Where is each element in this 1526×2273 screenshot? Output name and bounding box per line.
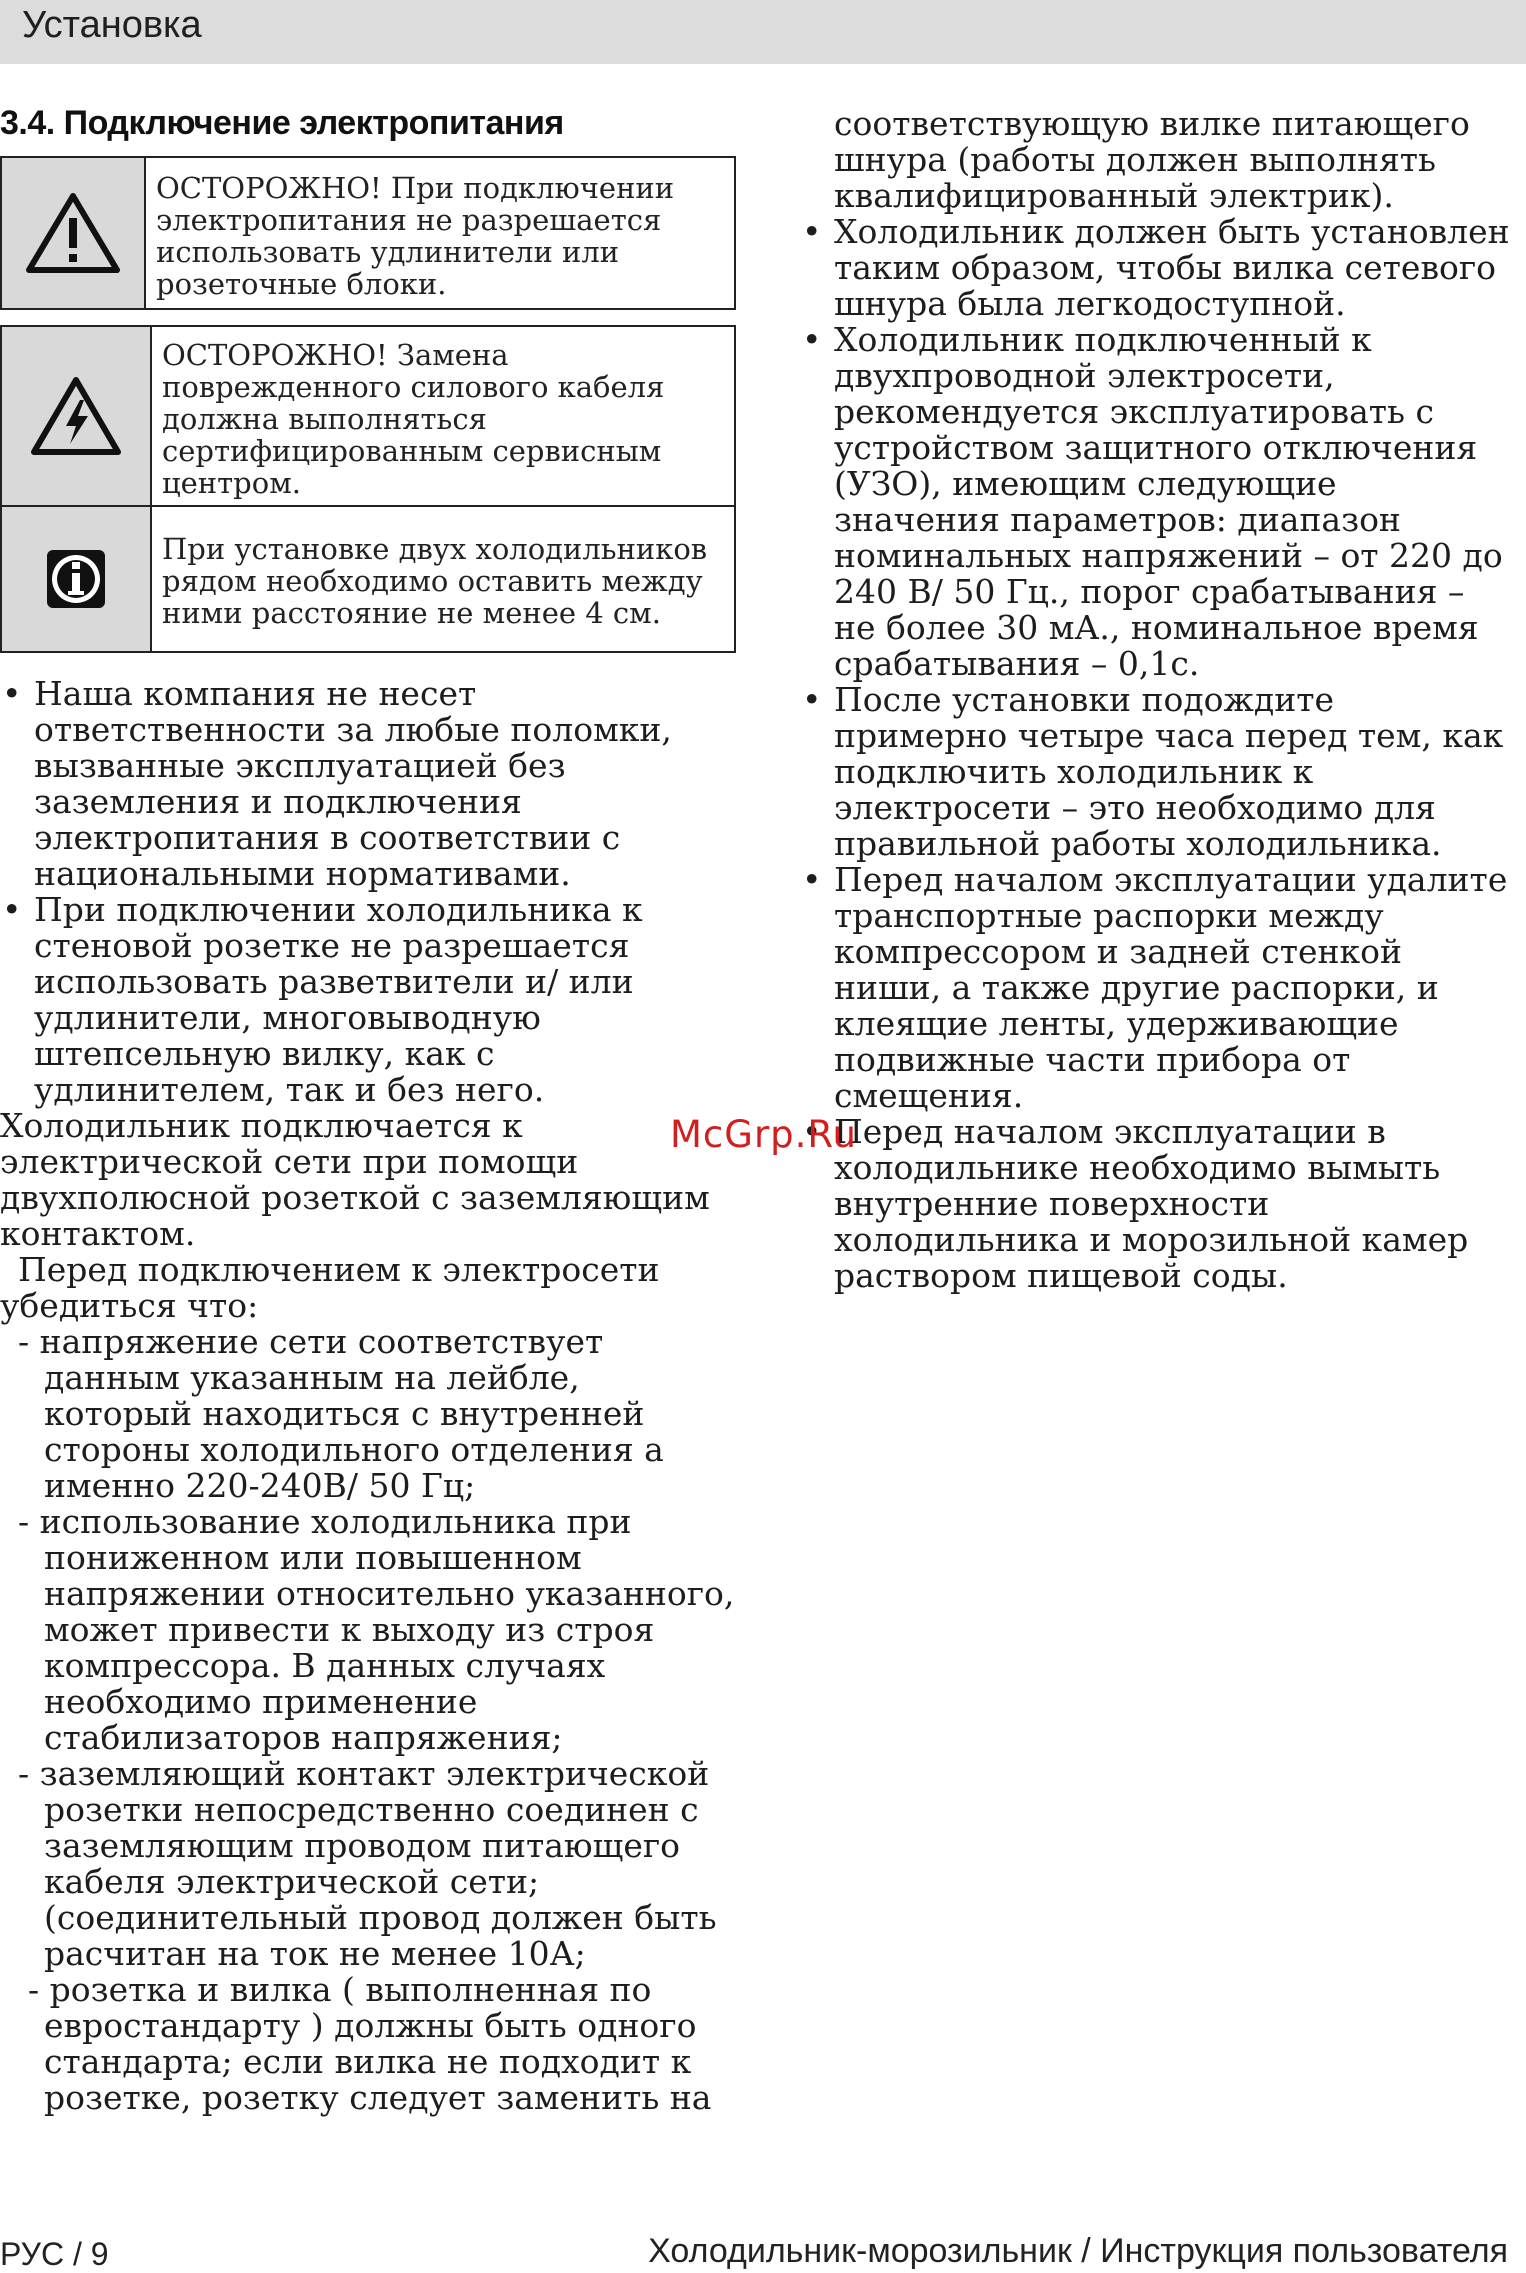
list-item: - розетка и вилка ( выполненная по евростандарту ) должны быть одного стандарта; если вилка не подходит к розетке, розетку следует заменить на (28, 1970, 712, 2117)
hazard-notice-text: ОСТОРОЖНО! Замена поврежденного силового кабеля должна выполняться сертифицированным сервисным центром. (162, 338, 665, 500)
list-item: • После установки подождите примерно четыре часа перед тем, как подключить холодильник к электросети – это необходимо для правильной работы холодильника. (800, 682, 1512, 862)
watermark: McGrp.Ru (670, 1113, 857, 1156)
section-title: 3.4. Подключение электропитания (0, 104, 564, 142)
left-column (0, 676, 736, 2116)
right-column (800, 106, 1512, 1294)
list-item: • При подключении холодильника к стеновой розетке не разрешается использовать разветвители и/ или удлинители, многовыводную штепсельную вилку, как с удлинителем, так и без него. (0, 892, 736, 1108)
electric-hazard-icon (2, 327, 152, 505)
list-item: • Наша компания не несет ответственности за любые поломки, вызванные эксплуатацией без заземления и подключения электропитания в соответствии с национальными нормативами. (0, 676, 736, 892)
header-bar (0, 0, 1526, 64)
info-icon (2, 507, 152, 651)
list-item: • Перед началом эксплуатации в холодильнике необходимо вымыть внутренние поверхности холодильника и морозильной камер раствором пищевой соды. (800, 1114, 1512, 1294)
paragraph: Перед подключением к электросети убедиться что: (0, 1250, 660, 1325)
warning-triangle-icon (2, 158, 146, 308)
paragraph: Холодильник подключается к электрической сети при помощи двухполюсной розеткой с заземляющим контактом. (0, 1106, 710, 1253)
info-notice-text: При установке двух холодильников рядом необходимо оставить между ними расстояние не менее 4 см. (162, 532, 708, 630)
paragraph: соответствующую вилке питающего шнура (работы должен выполнять квалифицированный электрик). (834, 104, 1470, 215)
list-item: • Перед началом эксплуатации удалите транспортные распорки между компрессором и задней стенкой ниши, а также другие распорки, и клеящие ленты, удерживающие подвижные части прибора от смещения. (800, 862, 1512, 1114)
document-title: Холодильник-морозильник / Инструкция пользователя (648, 2232, 1508, 2270)
warning-notice-box (0, 156, 736, 310)
warning-notice-text: ОСТОРОЖНО! При подключении электропитания не разрешается использовать удлинители или розеточные блоки. (156, 171, 675, 301)
list-item: • Холодильник подключенный к двухпроводной электросети, рекомендуется эксплуатировать с устройством защитного отключения (УЗО), имеющим следующие значения параметров: диапазон номинальных напряжений – от 220 до 240 В/ 50 Гц., порог срабатывания – не более 30 мА., номинальное время срабатывания – 0,1с. (800, 322, 1512, 682)
list-item: - использование холодильника при пониженном или повышенном напряжении относительно указанного, может привести к выходу из строя компрессора. В данных случаях необходимо применение стабилизаторов напряжения; (18, 1502, 735, 1757)
page-header-title: Установка (22, 4, 202, 46)
page-number: РУС / 9 (0, 2236, 109, 2272)
list-item: - заземляющий контакт электрической розетки непосредственно соединен с заземляющим проводом питающего кабеля электрической сети;(соединительный провод должен быть расчитан на ток не менее 10А; (18, 1754, 717, 1973)
hazard-info-box (0, 325, 736, 653)
list-item: - напряжение сети соответствует данным указанным на лейбле, который находиться с внутренней стороны холодильного отделения а именно 220-240В/ 50 Гц; (18, 1322, 664, 1505)
list-item: • Холодильник должен быть установлен таким образом, чтобы вилка сетевого шнура была легкодоступной. (800, 214, 1512, 322)
